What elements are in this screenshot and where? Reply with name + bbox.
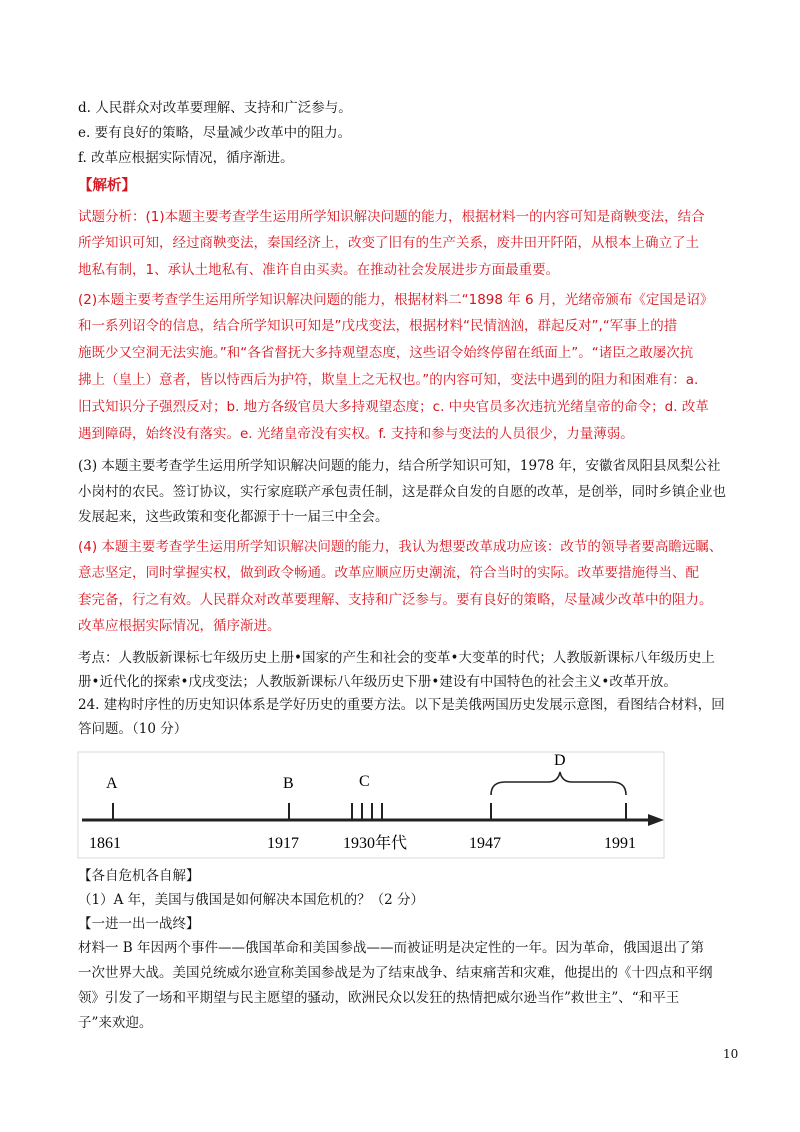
label-c: C	[359, 773, 370, 790]
analysis-p4-line: 改革应根据实际情况，循序渐进。	[78, 618, 281, 634]
analysis-p4-line: 套完备，行之有效。人民群众对改革要理解、支持和广泛参与。要有良好的策略，尽量减少改革中的阻力。	[78, 592, 713, 608]
year-1991: 1991	[604, 835, 636, 852]
analysis-p1-line: 试题分析：(1)本题主要考查学生运用所学知识解决问题的能力，根据材料一的内容可知是商鞅变法，结合	[78, 209, 705, 225]
analysis-p2-line: 施既少又空洞无法实施。”和“各省督抚大多持观望态度，这些诏令始终停留在纸面上”。“诸臣之敢屡次抗	[78, 345, 694, 361]
analysis-title: 【解析】	[78, 178, 136, 194]
section-1-title: 【各自危机各自解】	[78, 868, 200, 884]
label-b: B	[283, 775, 294, 792]
year-1930s: 1930年代	[343, 835, 408, 852]
label-d: D	[554, 752, 566, 769]
kaodian-line: 册•近代化的探索•戊戌变法；人教版新课标八年级历史下册•建设有中国特色的社会主义•改革开放。	[78, 674, 677, 690]
analysis-p2-line: 和一系列诏令的信息，结合所学知识可知是”戊戌变法，根据材料“民情汹汹，群起反对”,“军事上的措	[78, 318, 678, 334]
page-number: 10	[723, 1047, 739, 1061]
question-24-line: 答问题。（10 分）	[78, 721, 188, 737]
analysis-p3-line: (3) 本题主要考查学生运用所学知识解决问题的能力，结合所学知识可知，1978 年，安徽省凤阳县凤梨公社	[78, 458, 721, 474]
question-1: （1）A 年，美国与俄国是如何解决本国危机的？（2 分）	[78, 892, 425, 908]
material-1-line: 材料一 B 年因两个事件——俄国革命和美国参战——而被证明是决定性的一年。因为革命，俄国退出了第	[78, 940, 705, 956]
list-item-e: e. 要有良好的策略，尽量减少改革中的阻力。	[78, 125, 352, 141]
analysis-p4-line: (4) 本题主要考查学生运用所学知识解决问题的能力，我认为想要改革成功应该：改节的领导者要高瞻远瞩、	[78, 539, 723, 555]
question-24-line: 24. 建构时序性的历史知识体系是学好历史的重要方法。以下是美俄两国历史发展示意图，看图结合材料，回	[78, 697, 725, 713]
material-1-line: 领》引发了一场和平期望与民主愿望的骚动，欧洲民众以发狂的热情把威尔逊当作”救世主”、“和平王	[78, 990, 680, 1006]
list-item-d: d. 人民群众对改革要理解、支持和广泛参与。	[78, 100, 352, 116]
kaodian-line: 考点：人教版新课标七年级历史上册•国家的产生和社会的变革•大变革的时代；人教版新课标八年级历史上	[78, 650, 715, 666]
material-1-line: 一次世界大战。美国兑统威尔逊宣称美国参战是为了结束战争、结束痛苦和灾难，他提出的《十四点和平纲	[78, 965, 713, 981]
label-a: A	[106, 775, 118, 792]
analysis-p3-line: 发展起来，这些政策和变化都源于十一届三中全会。	[78, 509, 389, 525]
brace-d	[491, 772, 626, 795]
year-1917: 1917	[267, 835, 299, 852]
material-1-line: 子”来欢迎。	[78, 1015, 153, 1031]
analysis-p2-line: 遇到障碍，始终没有落实。e. 光绪皇帝没有实权。f. 支持和参与变法的人员很少，力量薄弱。	[78, 426, 634, 442]
analysis-p3-line: 小岗村的农民。签订协议，实行家庭联产承包责任制，这是群众自发的自愿的改革，是创举，同时乡镇企业也	[78, 484, 726, 500]
analysis-p1-line: 所学知识可知，经过商鞅变法，秦国经济上，改变了旧有的生产关系，废井田开阡陌，从根本上确立了土	[78, 235, 699, 251]
arrow-head-icon	[648, 814, 664, 826]
analysis-p2-line: 拂上（皇上）意者，皆以恃西后为护符，欺皇上之无权也。”的内容可知，变法中遇到的阻力和困难有：a.	[78, 372, 699, 388]
analysis-p4-line: 意志坚定，同时掌握实权，做到政令畅通。改革应顺应历史潮流，符合当时的实际。改革要措施得当、配	[78, 565, 699, 581]
year-1861: 1861	[89, 835, 121, 852]
analysis-p2-line: (2)本题主要考查学生运用所学知识解决问题的能力，根据材料二“1898 年 6 月，光绪帝颁布《定国是诏》	[78, 292, 714, 308]
analysis-p1-line: 地私有制，1、承认土地私有、准许自由买卖。在推动社会发展进步方面最重要。	[78, 262, 560, 278]
analysis-p2-line: 旧式知识分子强烈反对；b. 地方各级官员大多持观望态度；c. 中央官员多次违抗光绪皇帝的命令；d. 改革	[78, 399, 709, 415]
year-1947: 1947	[469, 835, 501, 852]
section-2-title: 【一进一出一战终】	[78, 916, 200, 932]
list-item-f: f. 改革应根据实际情况，循序渐进。	[78, 150, 294, 166]
